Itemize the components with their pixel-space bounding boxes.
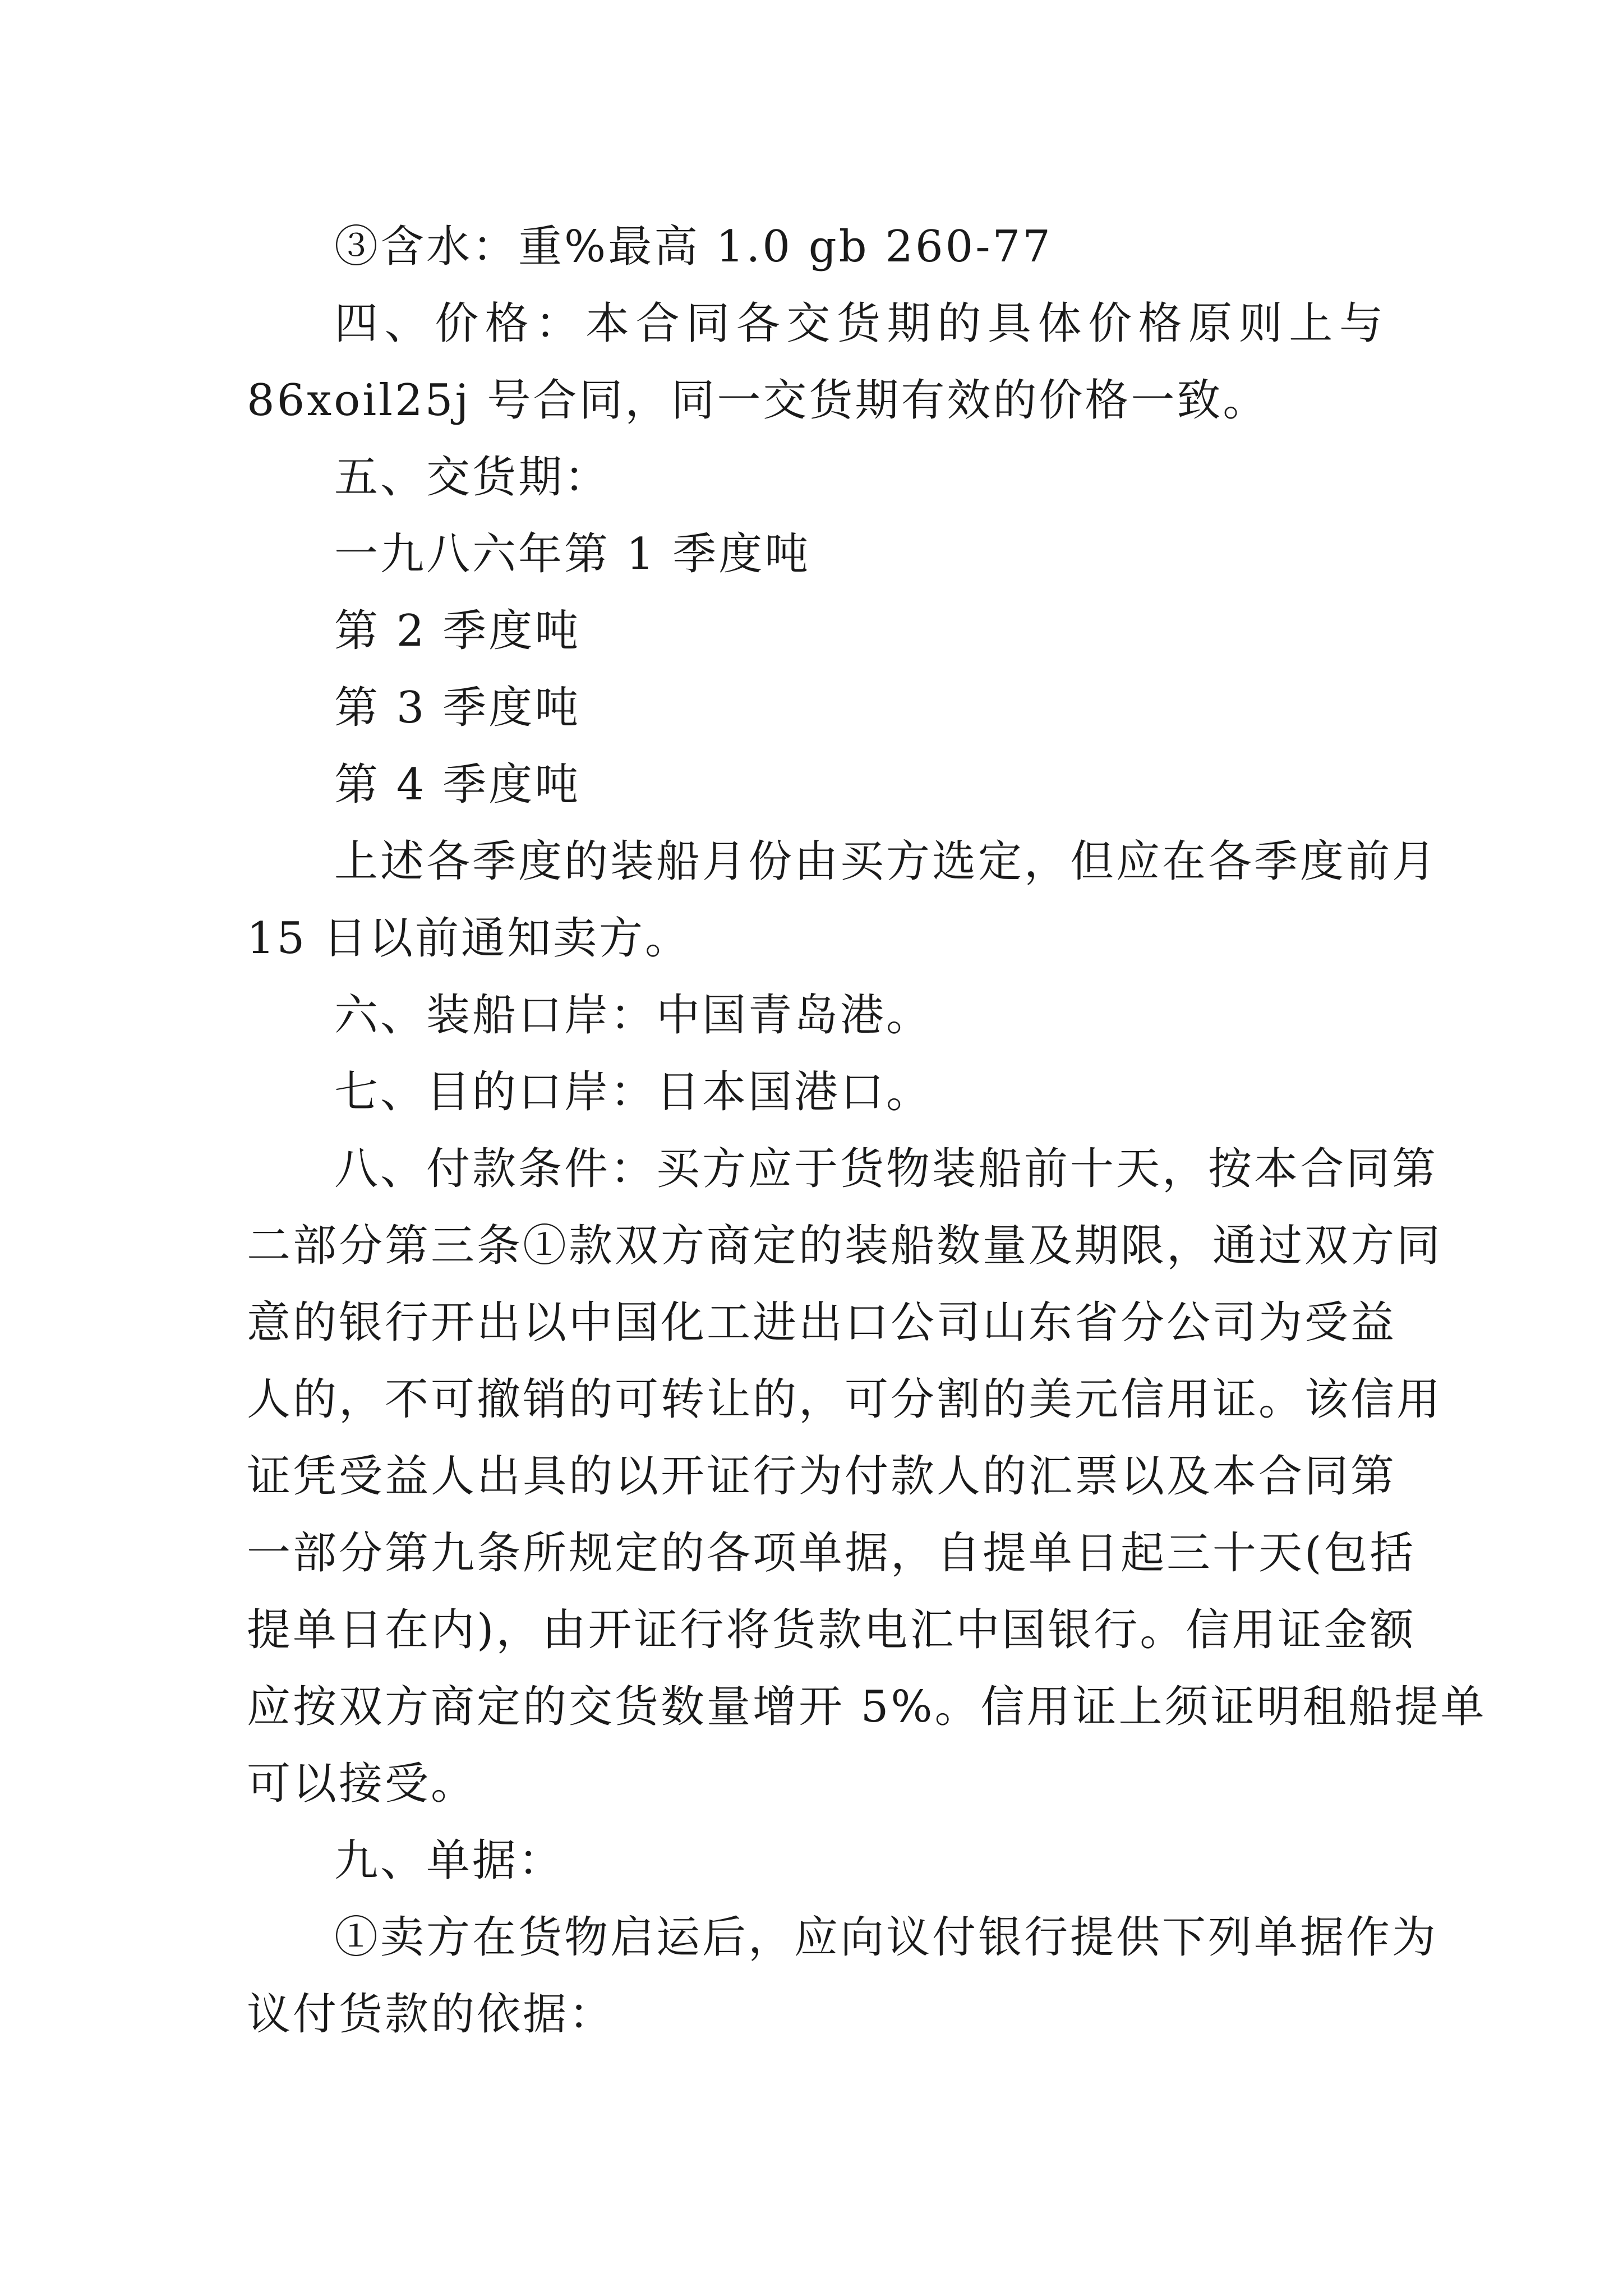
clause-5-heading: 五、交货期： <box>334 452 611 503</box>
delivery-q4: 第 4 季度吨 <box>334 760 581 810</box>
clause-8-payment-line-7: 提单日在内)，由开证行将货款电汇中国银行。信用证金额 <box>247 1605 1416 1655</box>
clause-3-water-content: ③含水：重%最高 1.0 gb 260-77 <box>334 222 1053 272</box>
clause-9-documents-line-2: 议付货款的依据： <box>247 1989 615 2040</box>
clause-8-payment-line-8: 应按双方商定的交货数量增开 5%。信用证上须证明租船提单 <box>247 1682 1487 1732</box>
delivery-q1: 一九八六年第 1 季度吨 <box>334 529 811 579</box>
document-body <box>247 209 1487 2053</box>
clause-6-loading-port: 六、装船口岸：中国青岛港。 <box>334 990 933 1041</box>
clause-8-payment-line-5: 证凭受益人出具的以开证行为付款人的汇票以及本合同第 <box>247 1451 1397 1502</box>
delivery-note-line-1: 上述各季度的装船月份由买方选定，但应在各季度前月 <box>334 836 1438 887</box>
clause-8-payment-line-4: 人的，不可撤销的可转让的，可分割的美元信用证。该信用 <box>247 1374 1443 1425</box>
clause-4-price-line-2: 86xoil25j 号合同，同一交货期有效的价格一致。 <box>247 375 1269 426</box>
clause-8-payment-line-6: 一部分第九条所规定的各项单据，自提单日起三十天(包括 <box>247 1528 1416 1579</box>
clause-7-destination-port: 七、目的口岸：日本国港口。 <box>334 1067 933 1117</box>
clause-8-payment-line-2: 二部分第三条①款双方商定的装船数量及期限，通过双方同 <box>247 1221 1443 1271</box>
clause-8-payment-line-9: 可以接受。 <box>247 1759 477 1809</box>
delivery-note-line-2: 15 日以前通知卖方。 <box>247 913 691 964</box>
clause-4-price-line-1: 四、价格：本合同各交货期的具体价格原则上与 <box>334 298 1385 349</box>
delivery-q2: 第 2 季度吨 <box>334 606 581 656</box>
clause-8-payment-line-1: 八、付款条件：买方应于货物装船前十天，按本合同第 <box>334 1144 1438 1194</box>
clause-9-documents-line-1: ①卖方在货物启运后，应向议付银行提供下列单据作为 <box>334 1912 1438 1963</box>
delivery-q3: 第 3 季度吨 <box>334 683 581 733</box>
clause-9-heading: 九、单据： <box>334 1835 565 1886</box>
clause-8-payment-line-3: 意的银行开出以中国化工进出口公司山东省分公司为受益 <box>247 1297 1397 1348</box>
